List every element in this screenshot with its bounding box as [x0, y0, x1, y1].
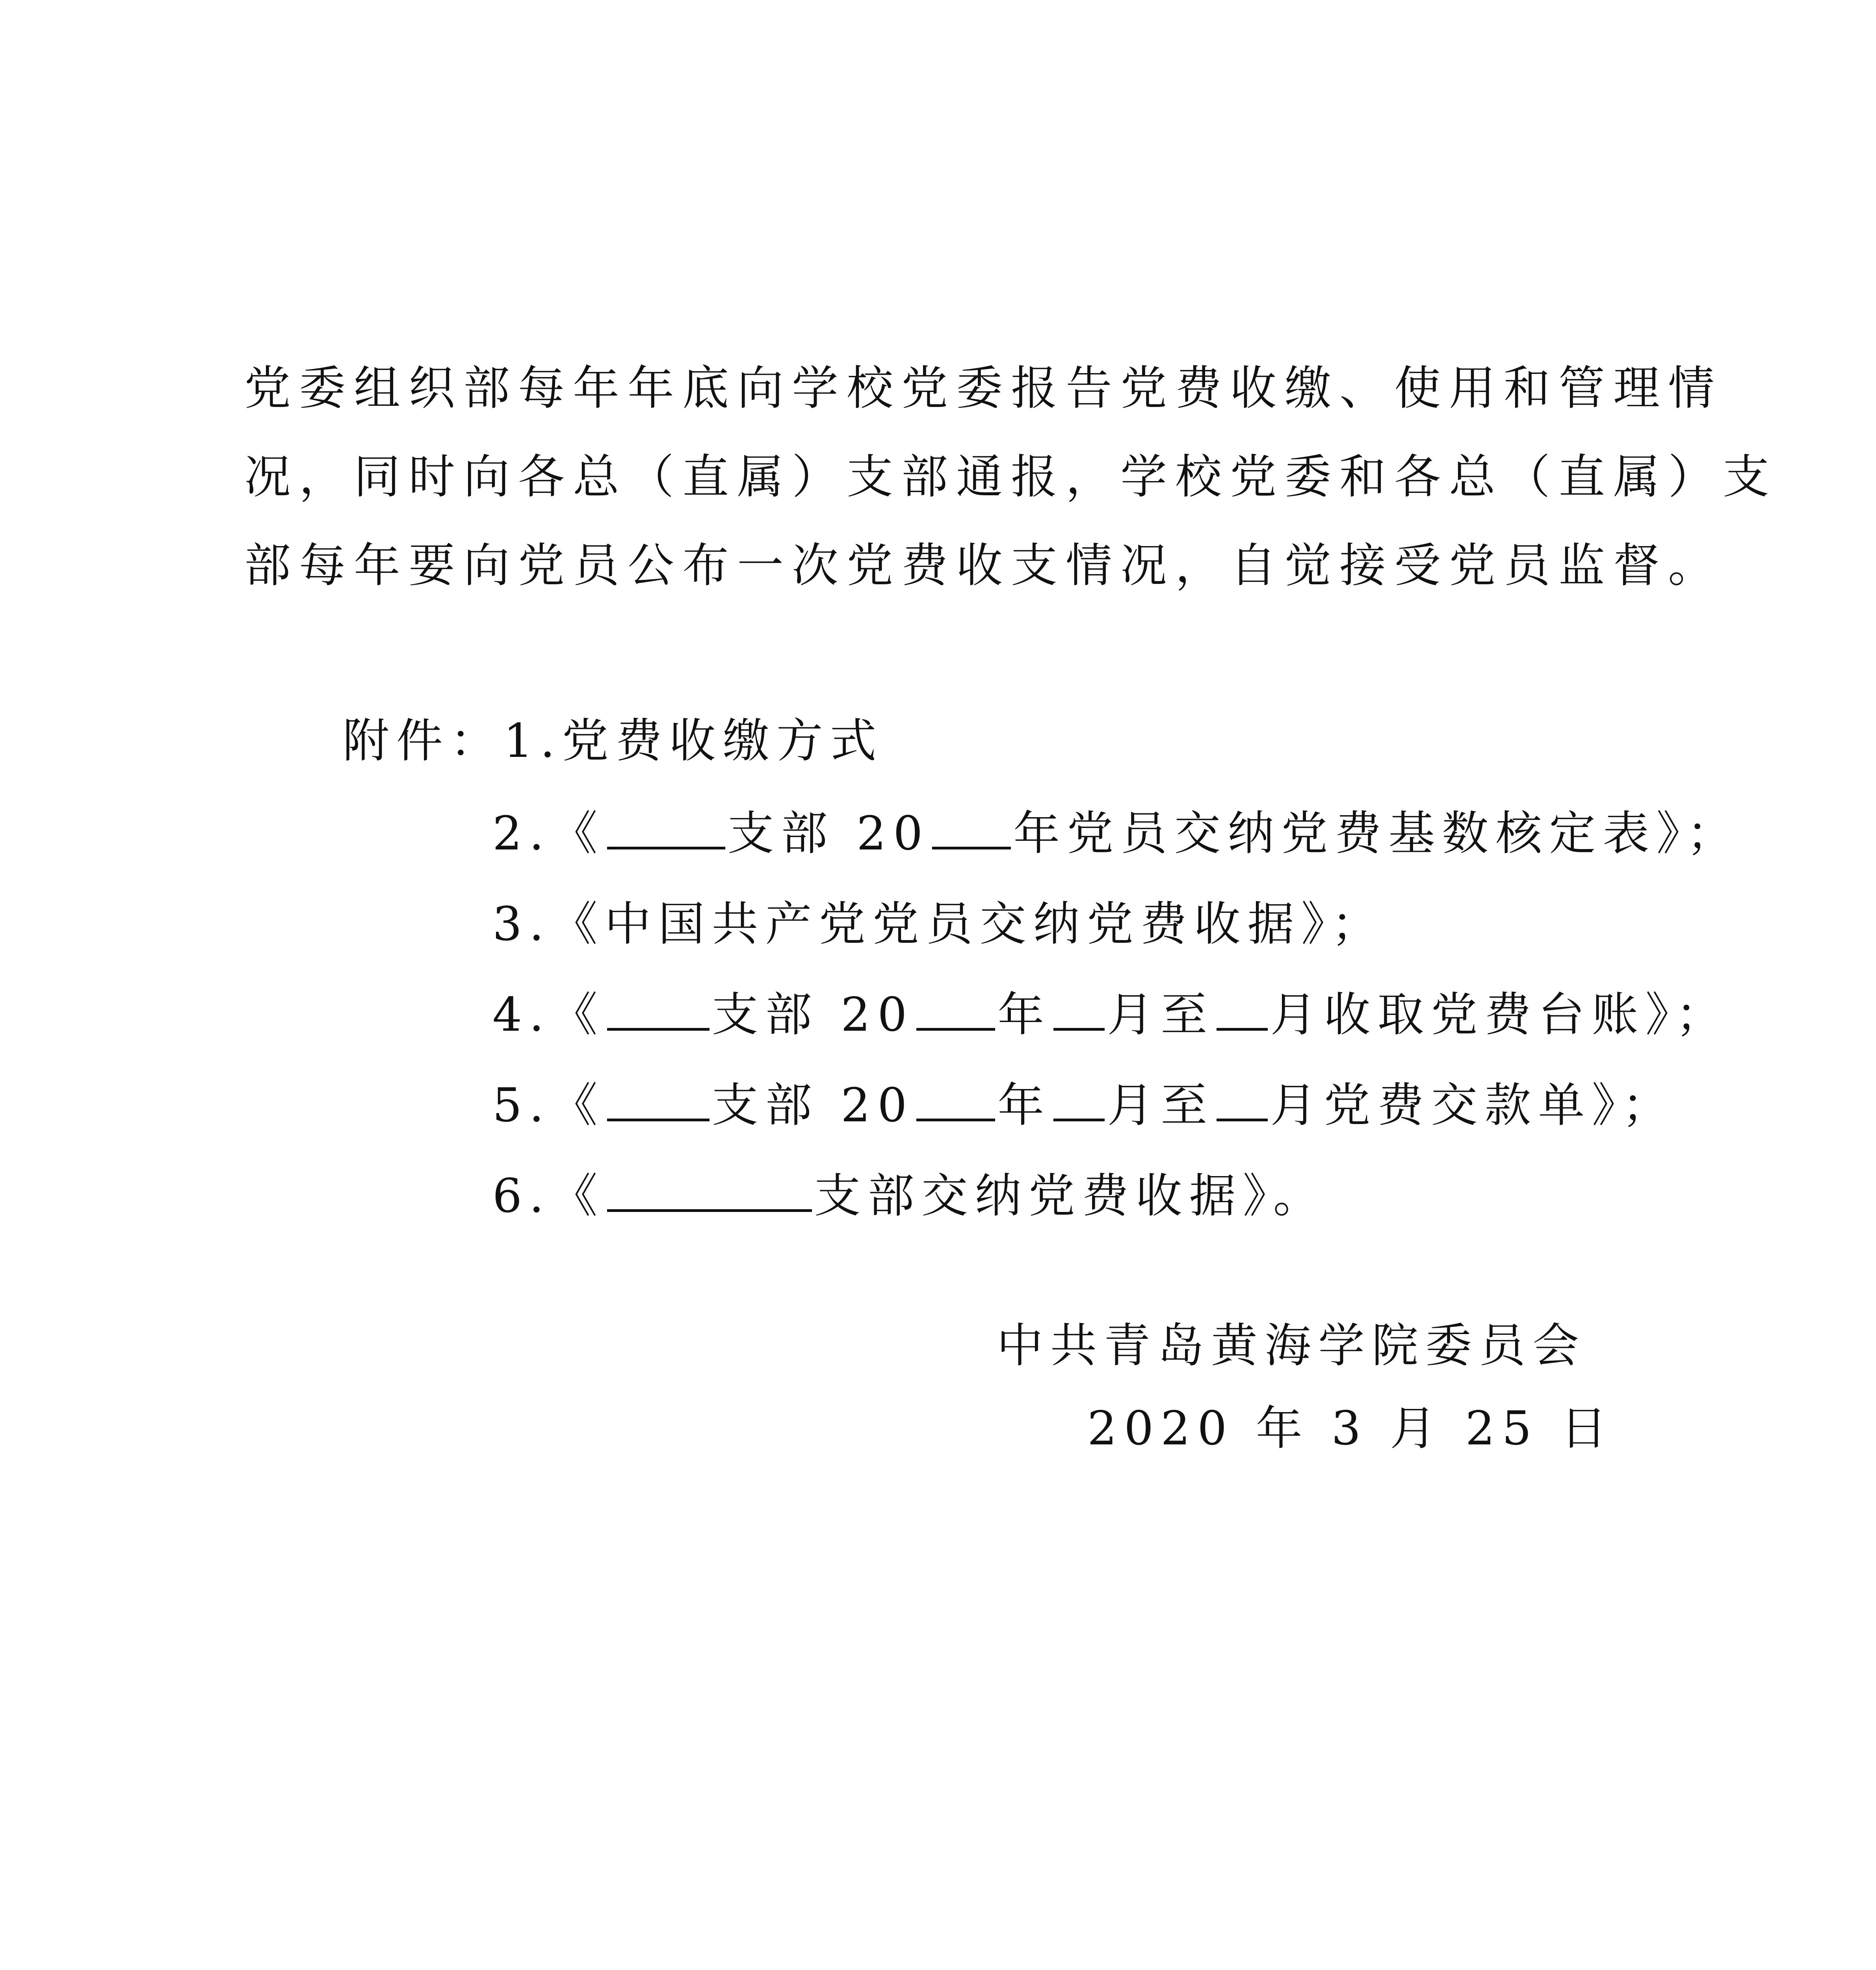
- attachments-item-6: [492, 1164, 1327, 1227]
- fill-blank: [1053, 1079, 1105, 1121]
- attachment-2-open: 《: [551, 806, 605, 860]
- body-line-3: 部每年要向党员公布一次党费收支情况，自觉接受党员监督。: [244, 538, 1723, 593]
- fill-blank: [1217, 1079, 1268, 1121]
- attachment-5-text-a: 支部 20: [711, 1078, 914, 1132]
- attachment-2-text-b: 年党员交纳党费基数核定表》；: [1013, 806, 1740, 860]
- signature-date: 2020 年 3 月 25 日: [1087, 1401, 1614, 1455]
- attachment-4-text-b: 年: [997, 987, 1051, 1042]
- fill-blank: [607, 807, 725, 849]
- attachments-item-4: [492, 983, 1729, 1046]
- fill-blank: [916, 1079, 995, 1121]
- attachment-4-text-d: 月收取党费台账》；: [1270, 987, 1729, 1042]
- attachment-4-open: 《: [551, 987, 605, 1042]
- attachment-5-num: 5.: [492, 1078, 551, 1132]
- attachment-5-open: 《: [551, 1078, 605, 1132]
- attachment-5-text-d: 月党费交款单》；: [1270, 1078, 1676, 1132]
- fill-blank: [1217, 989, 1268, 1031]
- attachment-2-num: 2.: [492, 806, 551, 860]
- fill-blank: [1053, 989, 1105, 1031]
- attachment-6-num: 6.: [492, 1169, 551, 1223]
- attachment-2-text-a: 支部 20: [727, 806, 930, 860]
- fill-blank: [607, 989, 710, 1031]
- attachment-5-text-b: 年: [997, 1078, 1051, 1132]
- body-line-2: 况，同时向各总（直属）支部通报，学校党委和各总（直属）支: [244, 450, 1778, 504]
- attachments-label: 附件：: [343, 714, 504, 768]
- fill-blank: [932, 807, 1011, 849]
- attachment-4-text-a: 支部 20: [711, 987, 914, 1042]
- signature-org: 中共青岛黄海学院委员会: [997, 1318, 1586, 1373]
- attachments-item-1: [343, 709, 884, 772]
- attachment-5-text-c: 月至: [1107, 1078, 1215, 1132]
- fill-blank: [607, 1170, 812, 1212]
- attachments-item-2: [492, 802, 1740, 865]
- attachment-4-num: 4.: [492, 987, 551, 1042]
- fill-blank: [916, 989, 995, 1031]
- attachments-item-5: [492, 1074, 1675, 1137]
- body-line-1: 党委组织部每年年底向学校党委报告党费收缴、使用和管理情: [244, 361, 1723, 415]
- attachment-6-open: 《: [551, 1169, 605, 1223]
- fill-blank: [607, 1079, 710, 1121]
- attachment-1-text: 1.党费收缴方式: [503, 714, 884, 768]
- attachment-6-text-a: 支部交纳党费收据》。: [814, 1169, 1327, 1223]
- attachment-4-text-c: 月至: [1107, 987, 1215, 1042]
- attachments-item-3: 3.《中国共产党党员交纳党费收据》；: [492, 897, 1385, 951]
